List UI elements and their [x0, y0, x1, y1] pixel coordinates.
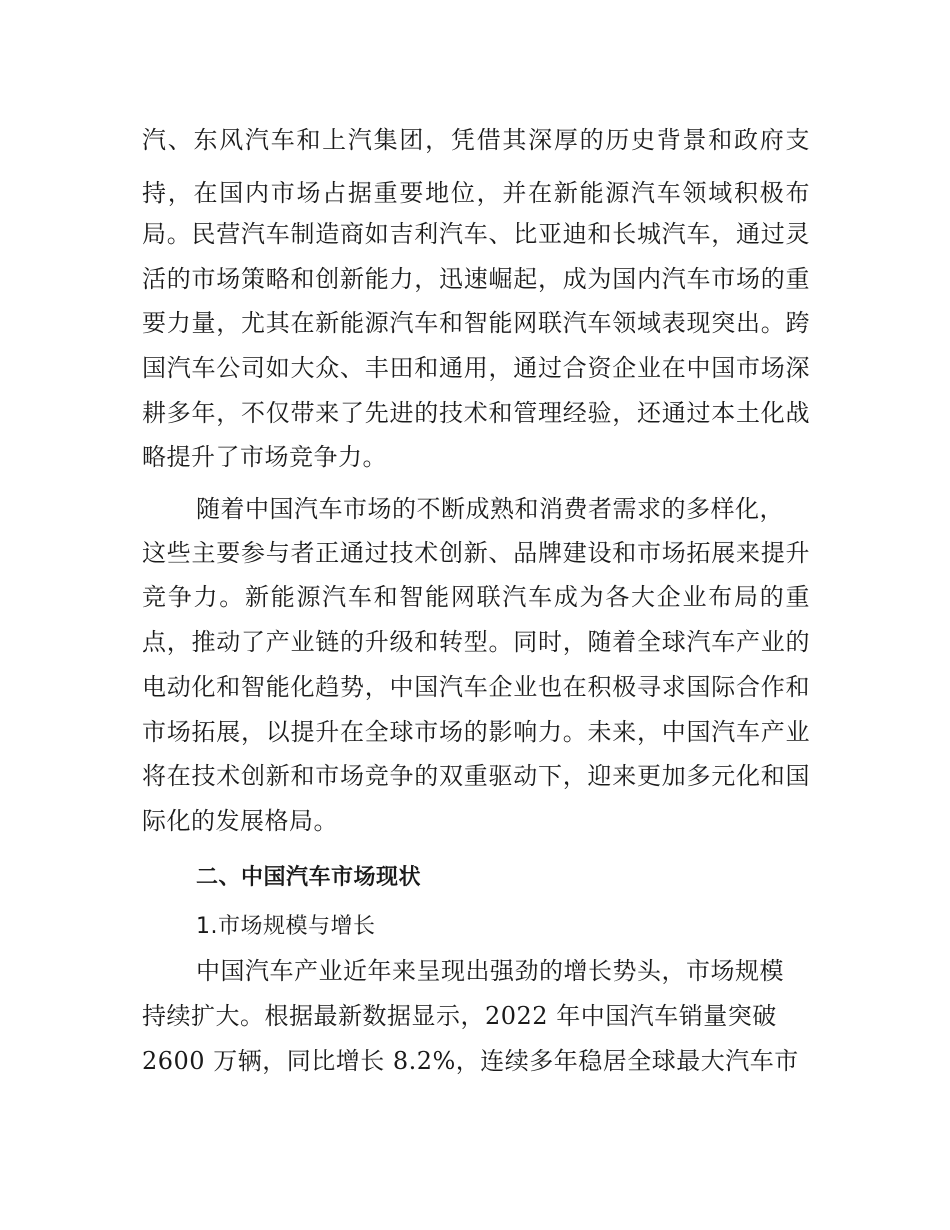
paragraph-2-line-8: 际化的发展格局。: [142, 807, 338, 835]
paragraph-2-line-6: 市场拓展，以提升在全球市场的影响力。未来，中国汽车产业: [142, 718, 810, 746]
section-heading: 二、中国汽车市场现状: [196, 865, 422, 890]
paragraph-1-line-2: 持，在国内市场占据重要地位，并在新能源汽车领域积极布: [142, 179, 810, 207]
paragraph-2-line-2: 这些主要参与者正通过技术创新、品牌建设和市场拓展来提升: [142, 539, 810, 567]
paragraph-2-line-1: 随着中国汽车市场的不断成熟和消费者需求的多样化，: [196, 495, 784, 523]
paragraph-1-line-3: 局。民营汽车制造商如吉利汽车、比亚迪和长城汽车，通过灵: [142, 220, 810, 248]
paragraph-2-line-5: 电动化和智能化趋势，中国汽车企业也在积极寻求国际合作和: [142, 673, 810, 701]
paragraph-1-line-7: 耕多年，不仅带来了先进的技术和管理经验，还通过本土化战: [142, 399, 810, 427]
paragraph-3-line-2: 持续扩大。根据最新数据显示，2022 年中国汽车销量突破: [142, 1002, 777, 1030]
paragraph-1-line-5: 要力量，尤其在新能源汽车和智能网联汽车领域表现突出。跨: [142, 309, 810, 337]
paragraph-1-line-8: 略提升了市场竞争力。: [142, 443, 387, 471]
paragraph-2-line-4: 点，推动了产业链的升级和转型。同时，随着全球汽车产业的: [142, 628, 810, 656]
paragraph-3-line-1: 中国汽车产业近年来呈现出强劲的增长势头，市场规模: [196, 957, 784, 985]
paragraph-1-line-4: 活的市场策略和创新能力，迅速崛起，成为国内汽车市场的重: [142, 265, 810, 293]
paragraph-1-line-1: 汽、东风汽车和上汽集团，凭借其深厚的历史背景和政府支: [142, 126, 810, 154]
paragraph-3-line-3: 2600 万辆，同比增长 8.2%，连续多年稳居全球最大汽车市: [142, 1047, 799, 1075]
paragraph-1-line-6: 国汽车公司如大众、丰田和通用，通过合资企业在中国市场深: [142, 354, 810, 382]
subsection-heading: 1.市场规模与增长: [196, 914, 376, 939]
paragraph-2-line-3: 竞争力。新能源汽车和智能网联汽车成为各大企业布局的重: [142, 583, 810, 611]
paragraph-2-line-7: 将在技术创新和市场竞争的双重驱动下，迎来更加多元化和国: [142, 762, 810, 790]
